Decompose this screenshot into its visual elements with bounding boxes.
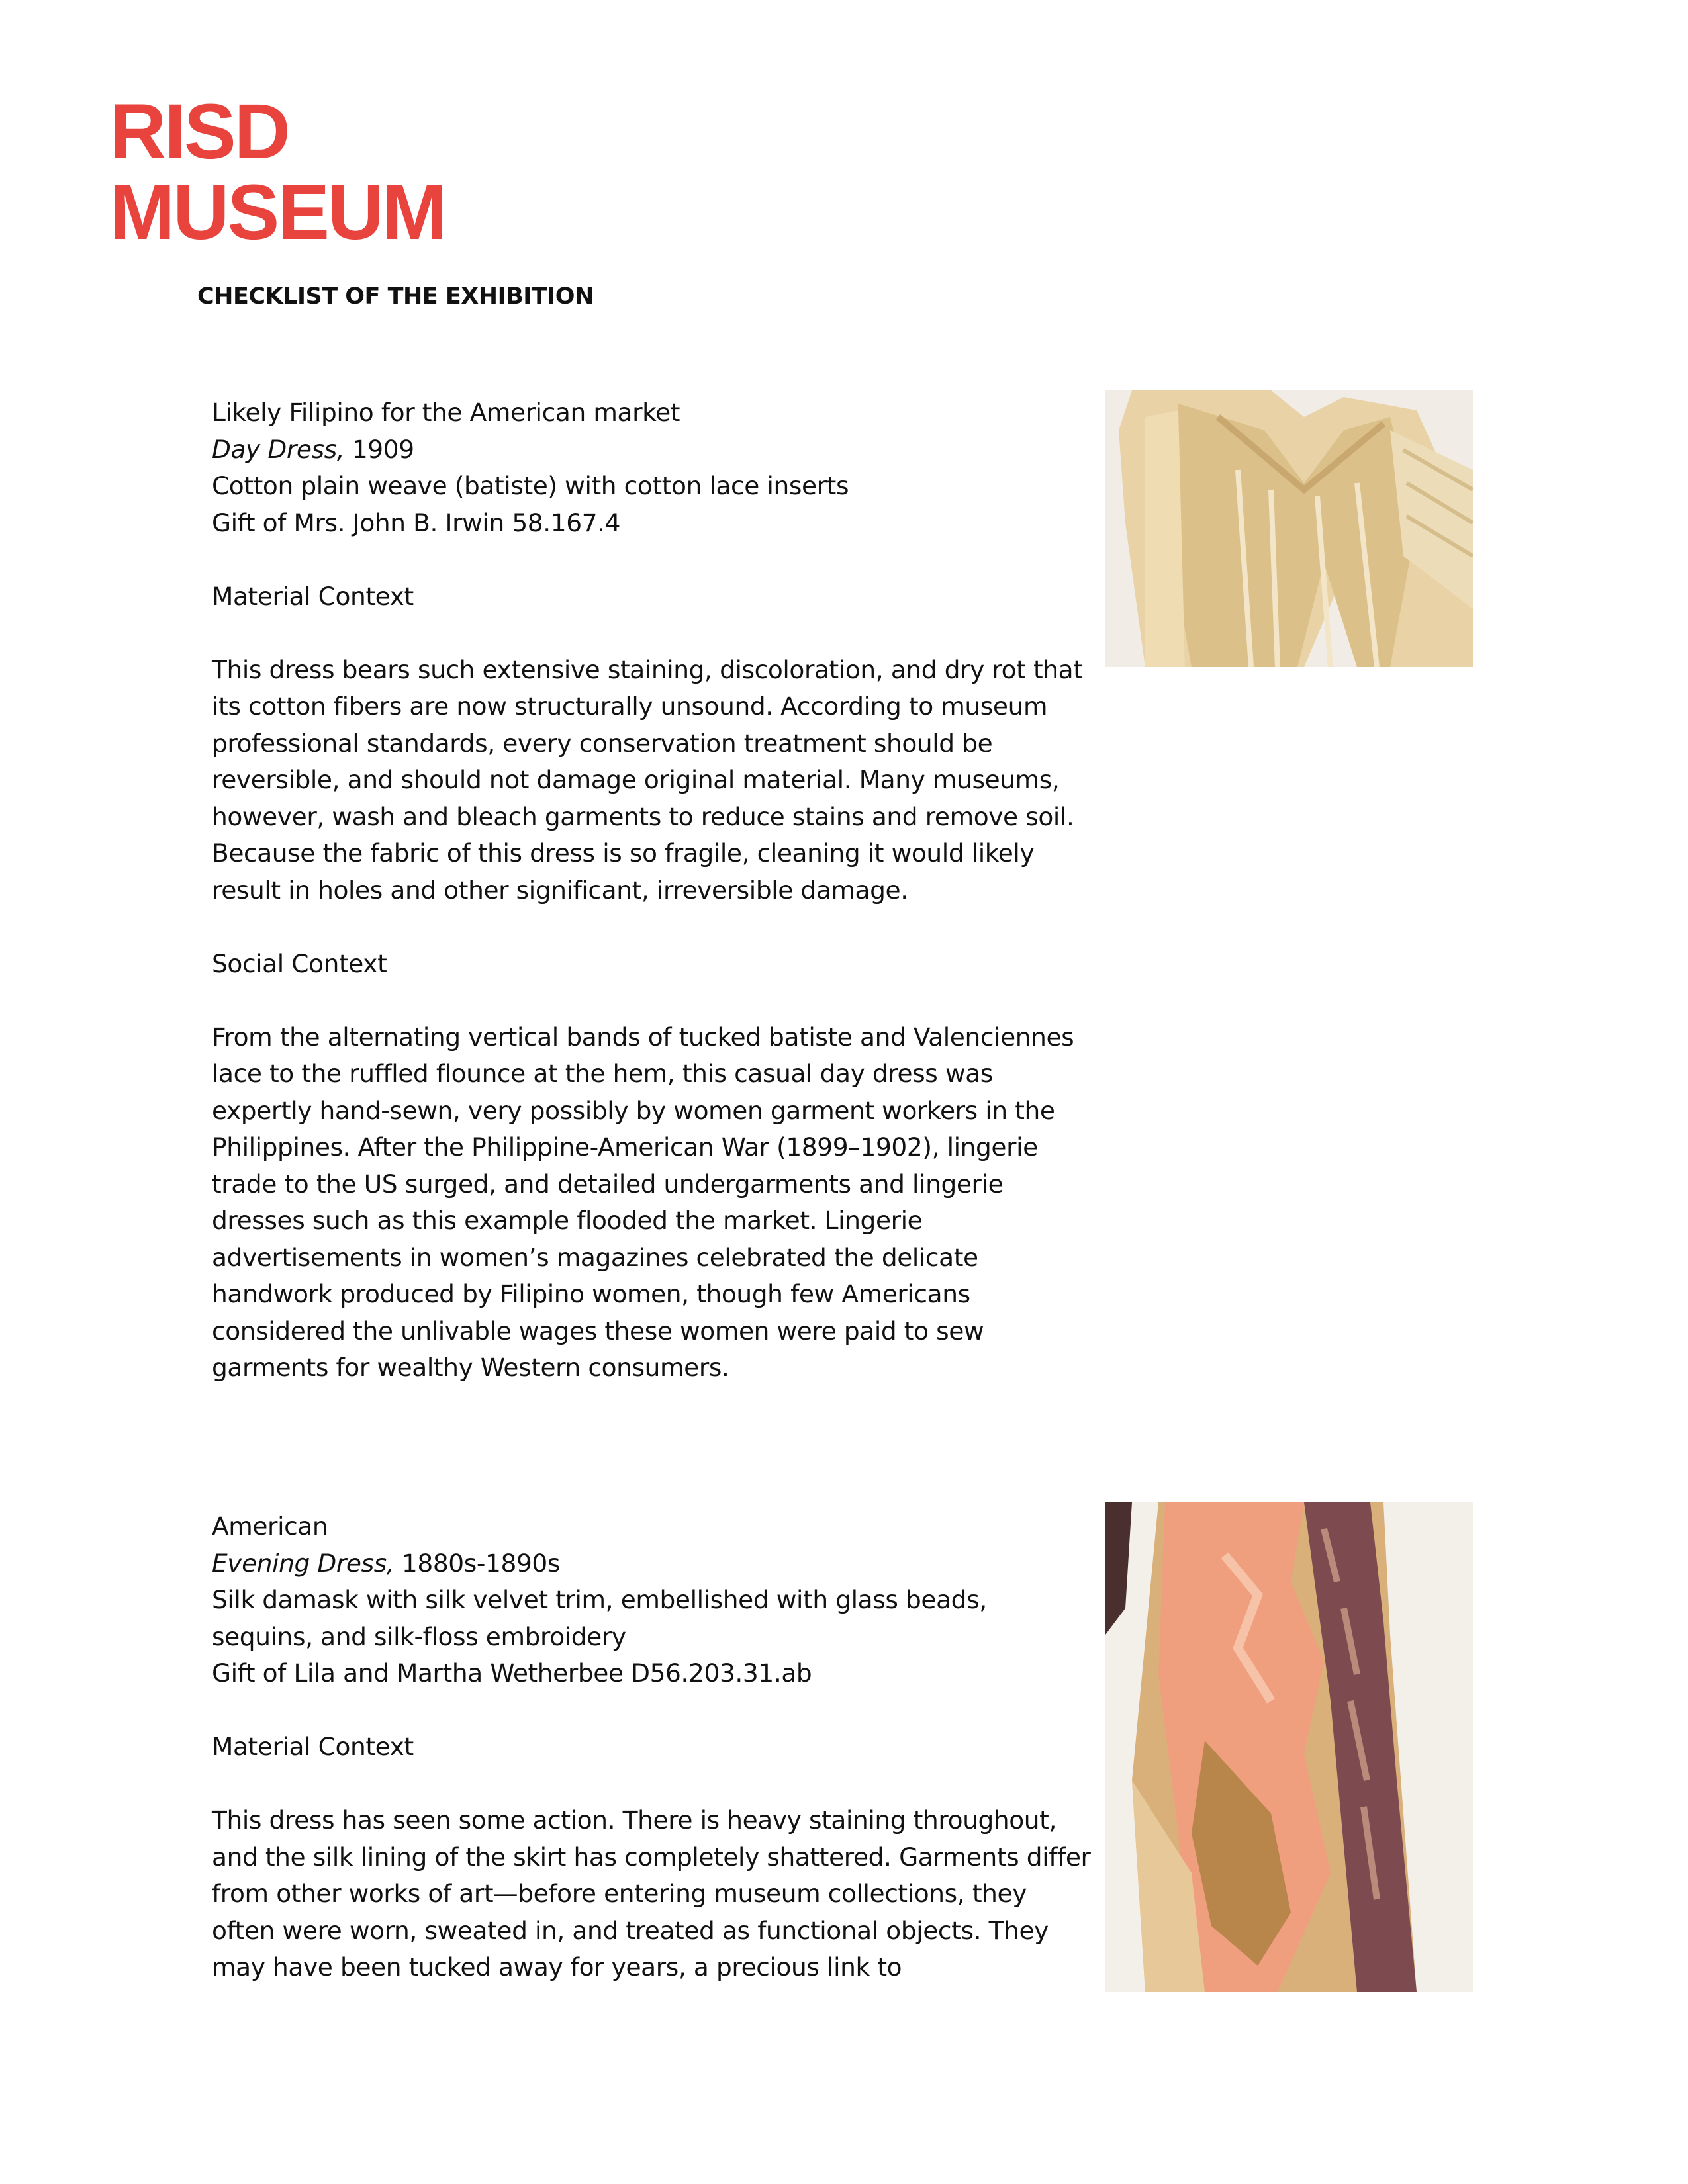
entry-title: Day Dress, (212, 434, 345, 464)
entry-medium: Cotton plain weave (batiste) with cotton lace inserts (212, 471, 849, 500)
risd-museum-logo (110, 88, 445, 256)
checklist-entry-day-dress (212, 394, 1092, 1387)
entry-origin: American (212, 1512, 328, 1541)
material-context-heading: Material Context (212, 1732, 414, 1761)
day-dress-photo (1105, 390, 1473, 667)
checklist-entry-evening-dress (212, 1508, 1092, 1986)
day-dress-image (1105, 390, 1473, 667)
social-context-text: From the alternating vertical bands of tucked batiste and Valenciennes lace to the ruffled flounce at the hem, this casual day dress was expertly hand-sewn, very possibly by women garment workers in the Philippines. After the Philippine-American War (1899–1902), lingerie trade to the US surged, and detailed undergarments and lingerie dresses such as this example flooded the market. Lingerie advertisements in women’s magazines celebrated the delicate handwork produced by Filipino women, though few Americans considered the unlivable wages these women were paid to sew garments for wealthy Western consumers. (212, 1022, 1074, 1382)
social-context-heading: Social Context (212, 948, 387, 978)
logo-line-risd: RISD (110, 88, 289, 175)
entry-date: 1909 (344, 434, 414, 464)
material-context-heading: Material Context (212, 581, 414, 611)
entry-medium: Silk damask with silk velvet trim, embellished with glass beads, sequins, and silk-floss embroidery (212, 1585, 987, 1651)
material-context-text: This dress bears such extensive staining, discoloration, and dry rot that its cotton fibers are now structurally unsound. According to museum professional standards, every conservation treatment should be reversible, and should not damage original material. Many museums, however, wash and bleach garments to reduce stains and remove soil. Because the fabric of this dress is so fragile, cleaning it would likely result in holes and other significant, irreversible damage. (212, 655, 1083, 905)
entry-title-line (212, 1545, 1092, 1582)
entry-date: 1880s-1890s (394, 1548, 561, 1578)
entry-title-line (212, 432, 1092, 469)
logo-line-museum: MUSEUM (110, 169, 445, 256)
evening-dress-image (1105, 1502, 1473, 1992)
entry-origin: Likely Filipino for the American market (212, 398, 680, 427)
page-title: CHECKLIST OF THE EXHIBITION (197, 283, 594, 310)
entry-credit: Gift of Lila and Martha Wetherbee D56.203.31.ab (212, 1659, 812, 1688)
entry-title: Evening Dress, (212, 1548, 395, 1578)
evening-dress-photo (1105, 1502, 1473, 1992)
entry-credit: Gift of Mrs. John B. Irwin 58.167.4 (212, 508, 621, 537)
material-context-text: This dress has seen some action. There is heavy staining throughout, and the silk lining of the skirt has completely shattered. Garments differ from other works of art—before entering museum collections, they often were worn, sweated in, and treated as functional objects. They may have been tucked away for years, a precious link to (212, 1805, 1091, 1981)
